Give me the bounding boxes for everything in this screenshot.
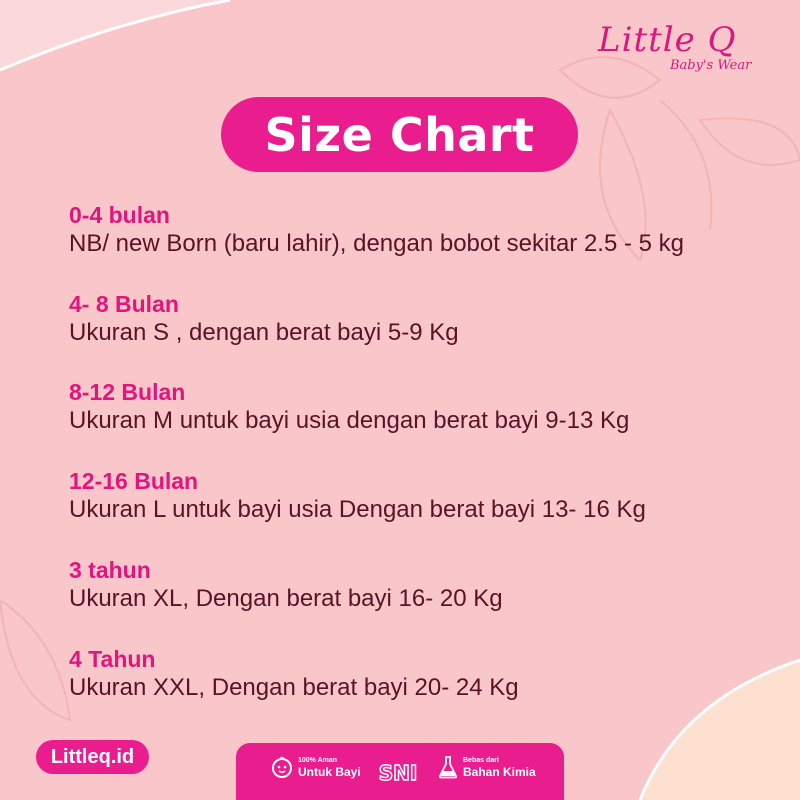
title-banner	[221, 97, 578, 172]
size-item	[69, 467, 646, 525]
sni-logo	[378, 755, 418, 787]
badge-chem-small: Bebas dari	[463, 756, 499, 764]
badge-safe-for-baby	[270, 755, 361, 779]
brand-logo	[598, 20, 768, 80]
size-item	[69, 378, 629, 436]
size-description: Ukuran L untuk bayi usia Dengan berat bayi 13- 16 Kg	[69, 496, 646, 523]
size-heading: 12-16 Bulan	[69, 468, 199, 494]
baby-face-icon	[270, 755, 294, 779]
size-heading: 3 tahun	[69, 557, 151, 583]
size-description: Ukuran XL, Dengan berat bayi 16- 20 Kg	[69, 585, 503, 612]
size-description: Ukuran M untuk bayi usia dengan berat bayi 9-13 Kg	[69, 407, 630, 434]
size-heading: 8-12 Bulan	[69, 379, 186, 405]
size-description: Ukuran XXL, Dengan berat bayi 20- 24 Kg	[69, 674, 519, 701]
svg-text:SNI: SNI	[378, 761, 418, 785]
size-heading: 4 Tahun	[69, 646, 156, 672]
size-description: NB/ new Born (baru lahir), dengan bobot sekitar 2.5 - 5 kg	[69, 230, 684, 257]
size-heading: 4- 8 Bulan	[69, 291, 179, 317]
brand-name: Little Q	[598, 20, 737, 60]
size-description: Ukuran S , dengan berat bayi 5-9 Kg	[69, 319, 459, 346]
size-heading: 0-4 bulan	[69, 202, 170, 228]
brand-tagline: Baby's Wear	[670, 58, 752, 73]
size-item	[69, 645, 519, 703]
size-item	[69, 556, 503, 614]
size-item	[69, 290, 459, 348]
badge-safe-big: Untuk Bayi	[298, 764, 361, 779]
badge-chem-big: Bahan Kimia	[463, 764, 536, 779]
flask-icon	[438, 755, 458, 779]
website-label: Littleq.id	[50, 745, 135, 768]
badge-safe-small: 100% Aman	[298, 756, 338, 764]
footer-badges	[236, 743, 564, 800]
website-link[interactable]	[36, 740, 149, 774]
page-title: Size Chart	[264, 107, 535, 162]
size-item	[69, 201, 684, 259]
badge-chemical-free	[438, 755, 536, 779]
